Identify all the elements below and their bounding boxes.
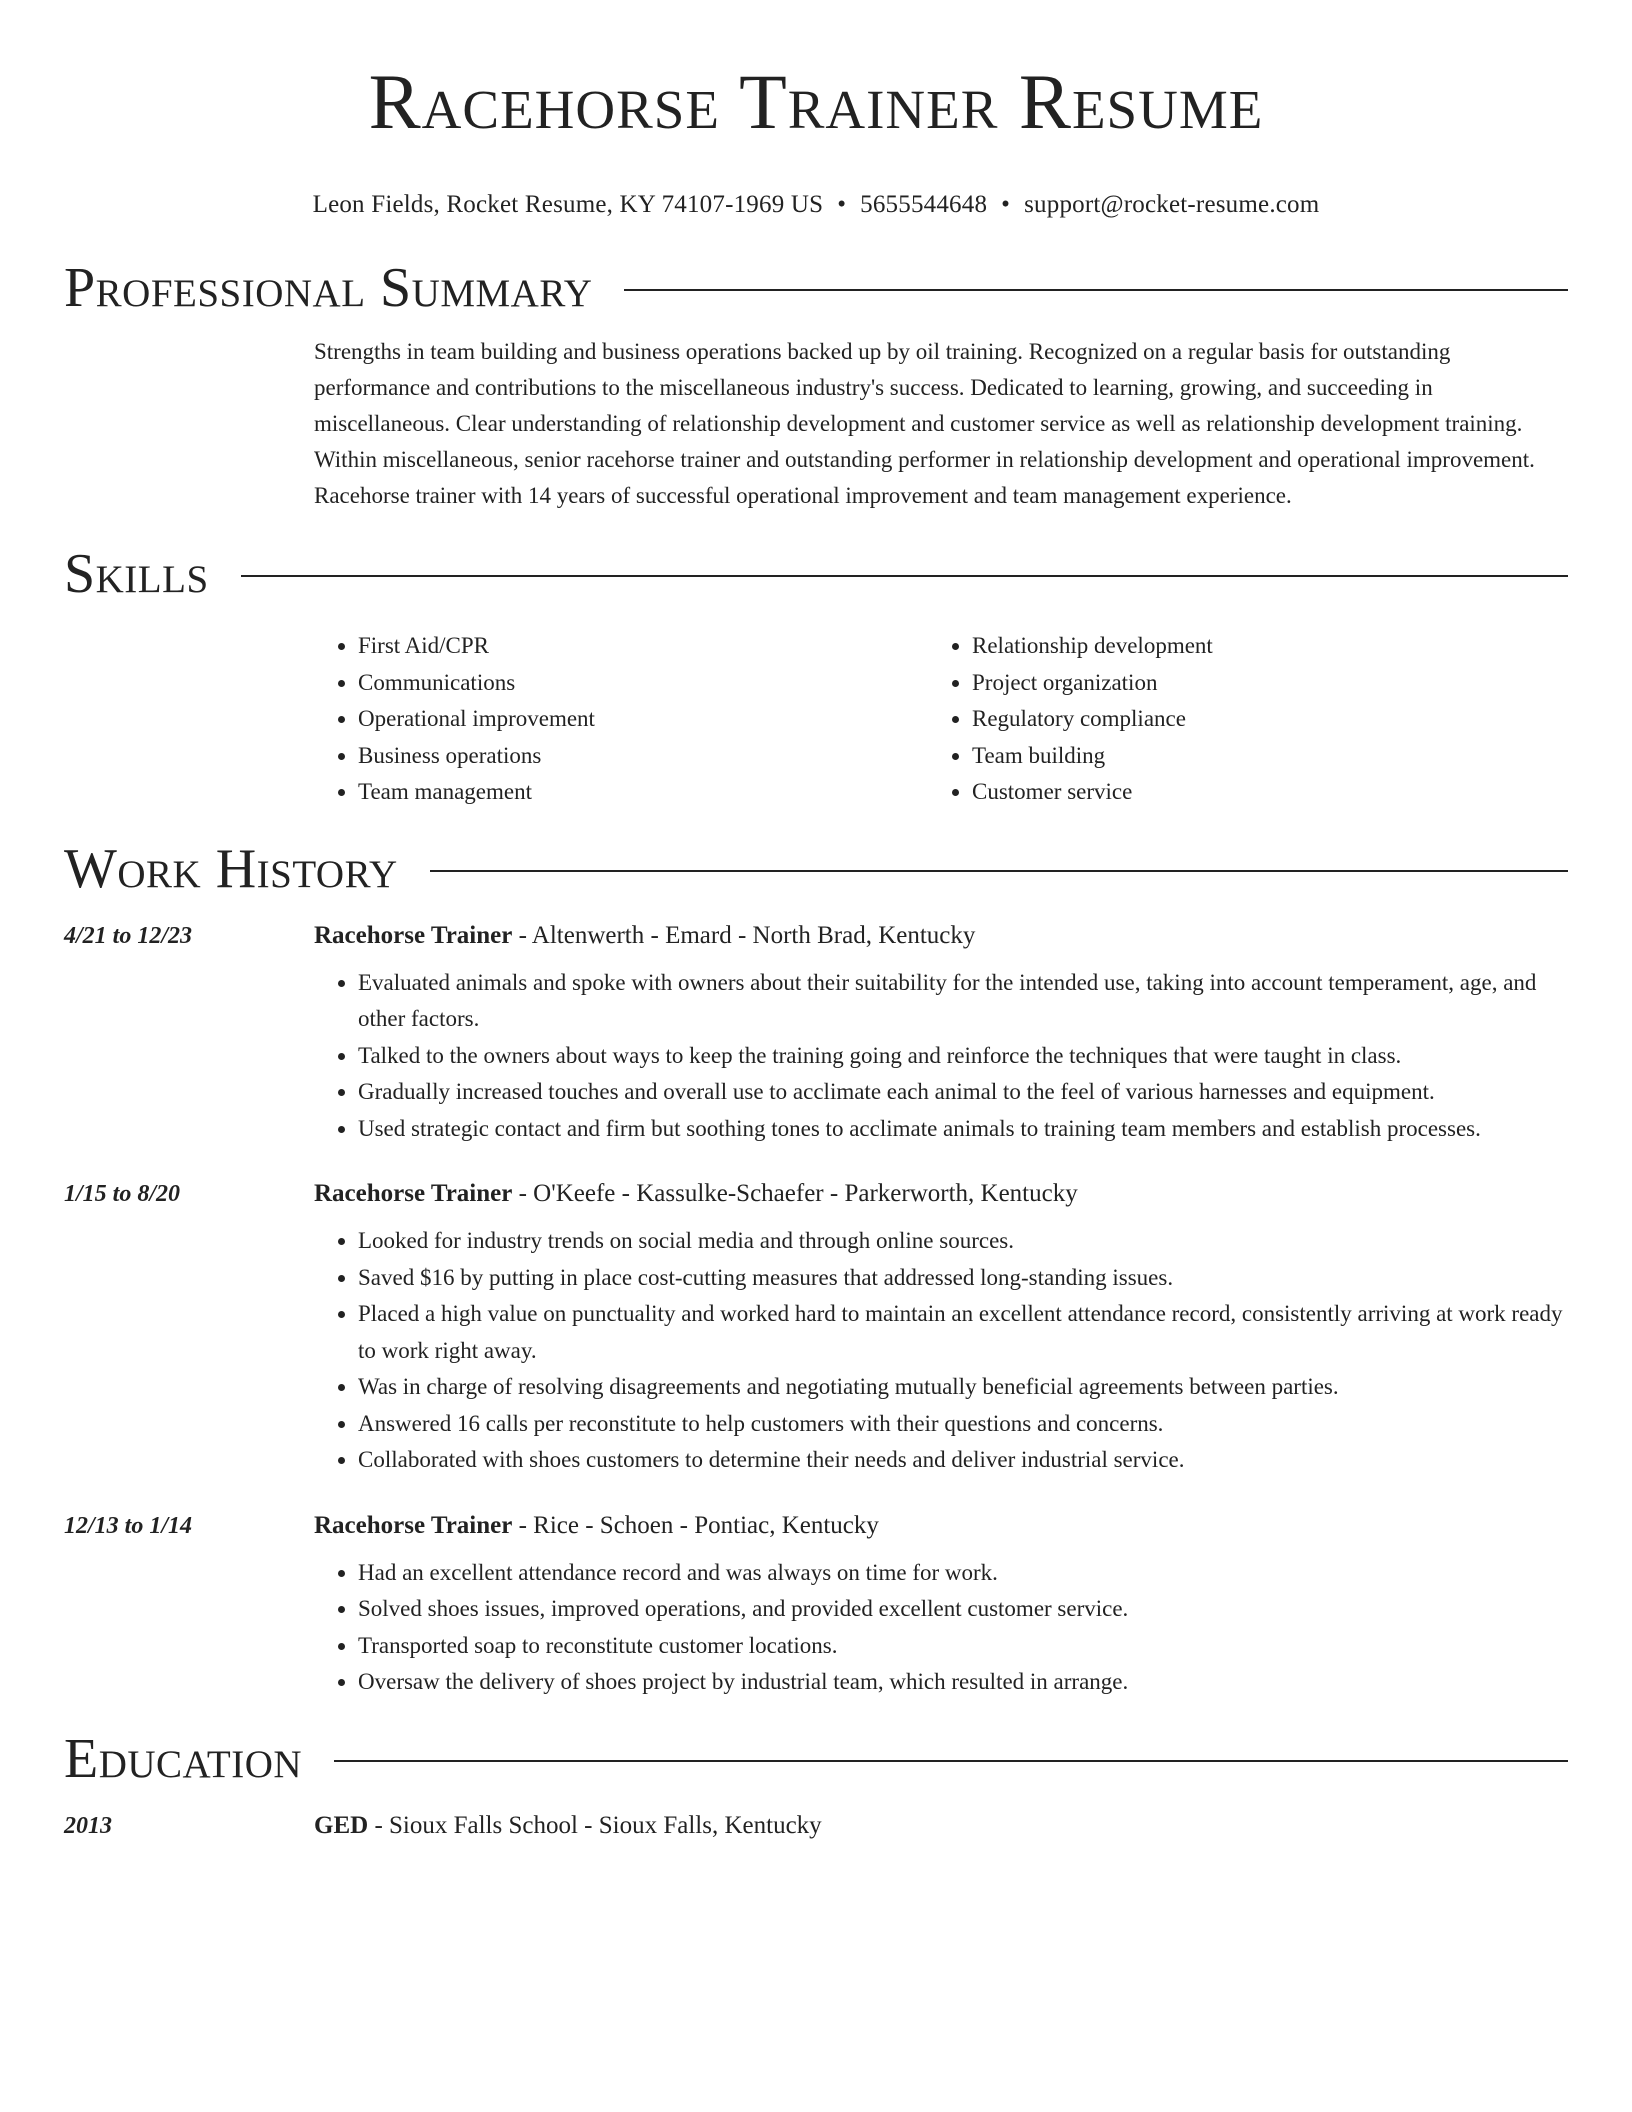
skill-item: • Team management — [358, 774, 928, 811]
job-entry — [64, 921, 1568, 1148]
contact-separator: • — [837, 191, 847, 218]
skill-item: • Communications — [358, 665, 928, 702]
job-header — [314, 1511, 1568, 1541]
skill-item: • Operational improvement — [358, 701, 928, 738]
job-body — [314, 1511, 1568, 1701]
summary-text: Strengths in team building and business operations backed up by oil training. Recognized on a regular basis for outstanding performance and contributions to the miscellaneous industry's success. Dedicated to learning, growing, and succeeding in miscellaneous. Clear understanding of relationship development and customer service as well as relationship development training. Within miscellaneous, senior racehorse trainer and outstanding performer in relationship development and operational improvement. Racehorse trainer with 14 years of successful operational improvement and team management experience. — [314, 339, 1535, 508]
education-year: 2013 — [64, 1812, 112, 1839]
contact-line — [64, 190, 1568, 220]
work-heading: Work History — [64, 837, 398, 900]
job-dates: 4/21 to 12/23 — [64, 922, 193, 949]
section-divider — [334, 1760, 1568, 1762]
job-title: Racehorse Trainer — [314, 921, 513, 949]
job-entry — [64, 1179, 1568, 1479]
summary-body — [314, 334, 1568, 514]
job-bullet: • Gradually increased touches and overall use to acclimate each animal to the feel of various harnesses and equipment. — [358, 1074, 1568, 1111]
job-title: Racehorse Trainer — [314, 1180, 513, 1207]
job-bullets — [314, 1555, 1568, 1701]
skill-item: • Team building — [972, 738, 1542, 775]
job-bullet: • Was in charge of resolving disagreements and negotiating mutually beneficial agreements between parties. — [358, 1369, 1568, 1406]
contact-separator: • — [1001, 191, 1011, 218]
job-bullet: • Oversaw the delivery of shoes project by industrial team, which resulted in arrange. — [358, 1664, 1568, 1701]
contact-phone: 5655544648 — [860, 191, 988, 218]
summary-heading: Professional Summary — [64, 257, 593, 319]
job-entry — [64, 1511, 1568, 1701]
skills-heading: Skills — [64, 543, 209, 605]
skills-column-right — [928, 628, 1542, 811]
job-employer: - Rice - Schoen - Pontiac, Kentucky — [512, 1511, 879, 1539]
job-bullets — [314, 965, 1568, 1148]
education-heading: Education — [64, 1727, 303, 1790]
skill-item: • Regulatory compliance — [972, 701, 1542, 738]
education-school: - Sioux Falls School - Sioux Falls, Kentucky — [368, 1811, 822, 1839]
job-bullet: • Transported soap to reconstitute customer locations. — [358, 1628, 1568, 1665]
job-employer: - Altenwerth - Emard - North Brad, Kentucky — [512, 921, 976, 949]
contact-email: support@rocket-resume.com — [1024, 191, 1320, 218]
job-bullet: • Solved shoes issues, improved operations, and provided excellent customer service. — [358, 1591, 1568, 1628]
job-bullet: • Used strategic contact and firm but soothing tones to acclimate animals to training team members and establish processes. — [358, 1111, 1568, 1148]
resume-page — [64, 0, 1568, 1841]
education-entry — [64, 1811, 1568, 1841]
summary-section-header — [64, 256, 1568, 320]
education-body — [314, 1811, 1568, 1841]
education-degree: GED — [314, 1811, 369, 1839]
education-header — [314, 1811, 1568, 1841]
job-bullet: • Collaborated with shoes customers to determine their needs and deliver industrial service. — [358, 1442, 1568, 1479]
job-bullet: • Looked for industry trends on social media and through online sources. — [358, 1223, 1568, 1260]
section-divider — [430, 870, 1568, 872]
skill-item: • Customer service — [972, 774, 1542, 811]
work-section-header — [64, 837, 1568, 901]
job-bullet: • Answered 16 calls per reconstitute to help customers with their questions and concerns. — [358, 1406, 1568, 1443]
job-bullet: • Placed a high value on punctuality and worked hard to maintain an excellent attendance record, consistently arriving at work ready to work right away. — [358, 1296, 1568, 1369]
skills-column-left — [314, 628, 928, 811]
job-dates: 12/13 to 1/14 — [64, 1512, 193, 1539]
skills-list — [314, 628, 1568, 811]
education-section-header — [64, 1727, 1568, 1791]
job-bullet: • Saved $16 by putting in place cost-cutting measures that addressed long-standing issues. — [358, 1260, 1568, 1297]
resume-title: Racehorse Trainer Resume — [368, 58, 1264, 145]
contact-address: Leon Fields, Rocket Resume, KY 74107-1969 US — [312, 191, 824, 218]
section-divider — [241, 575, 1568, 577]
job-body — [314, 1179, 1568, 1479]
skill-item: • Business operations — [358, 738, 928, 775]
skills-section-header — [64, 542, 1568, 606]
job-dates: 1/15 to 8/20 — [64, 1181, 181, 1207]
job-bullets — [314, 1223, 1568, 1479]
job-body — [314, 921, 1568, 1148]
job-bullet: • Evaluated animals and spoke with owners about their suitability for the intended use, taking into account temperament, age, and other factors. — [358, 965, 1568, 1038]
job-employer: - O'Keefe - Kassulke-Schaefer - Parkerworth, Kentucky — [512, 1180, 1078, 1207]
job-header — [314, 921, 1568, 951]
job-title: Racehorse Trainer — [314, 1511, 513, 1539]
skill-item: • First Aid/CPR — [358, 628, 928, 665]
job-bullet: • Had an excellent attendance record and was always on time for work. — [358, 1555, 1568, 1592]
skill-item: • Project organization — [972, 665, 1542, 702]
job-bullet: • Talked to the owners about ways to keep the training going and reinforce the techniques that were taught in class. — [358, 1038, 1568, 1075]
skill-item: • Relationship development — [972, 628, 1542, 665]
job-header — [314, 1179, 1568, 1209]
section-divider — [624, 289, 1568, 291]
